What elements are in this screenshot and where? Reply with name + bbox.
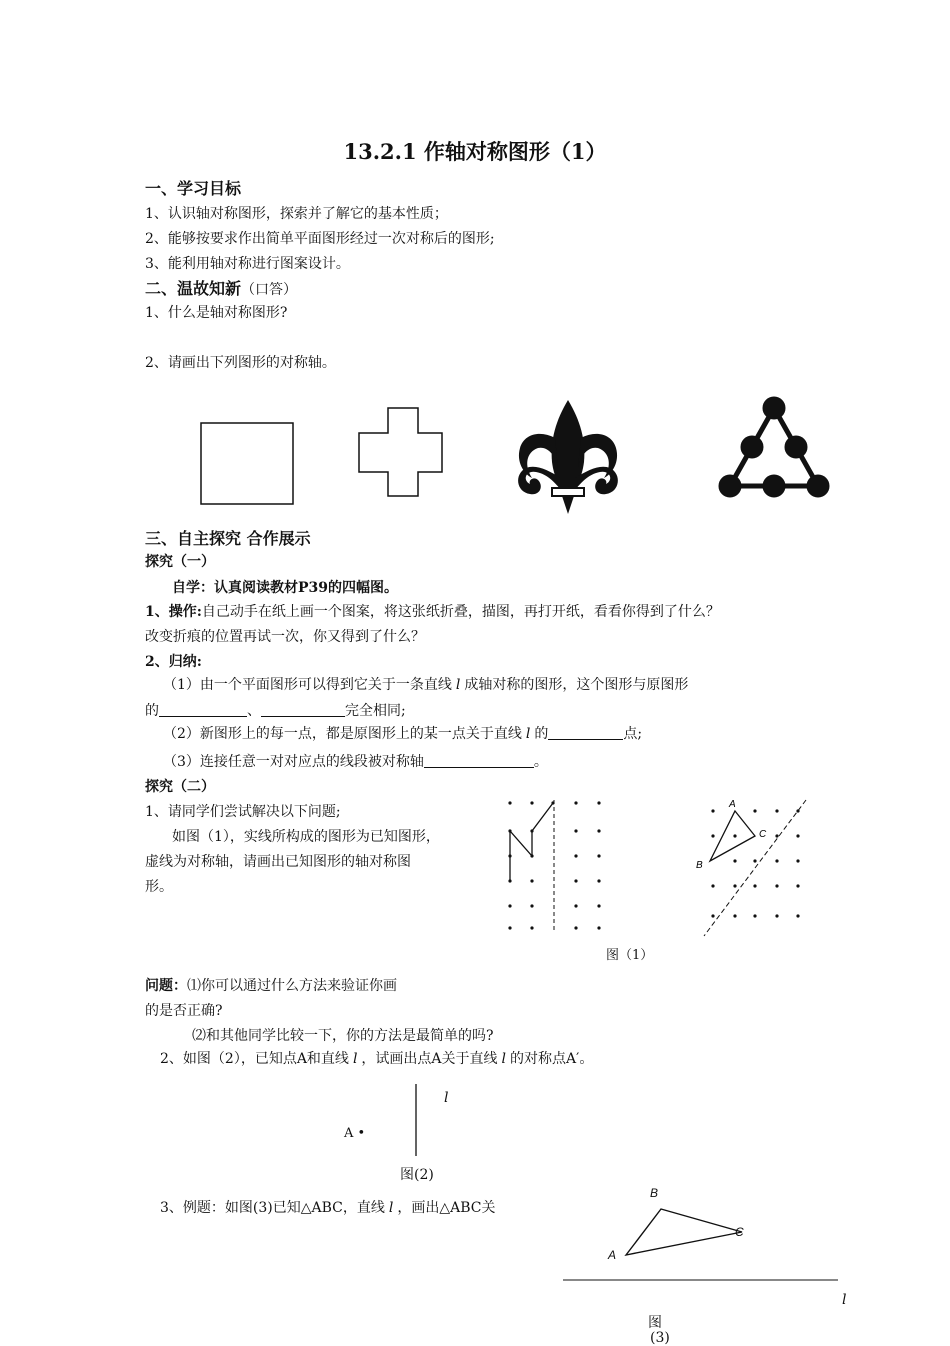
question-label: 问题： — [145, 978, 187, 994]
explore-2-heading: 探究（二） — [145, 779, 215, 795]
summary-1-text-e: 完全相同; — [345, 703, 406, 719]
question-1-cont: 的是否正确? — [145, 1003, 223, 1019]
fig1-right-label-c: C — [759, 829, 767, 840]
summary-3-text-b: 。 — [533, 754, 548, 770]
fig3-label-a: A — [608, 1248, 617, 1262]
operation-text: 自己动手在纸上画一个图案，将这张纸折叠，描图，再打开纸，看看你得到了什么？ — [201, 604, 720, 620]
line-l-label: l — [455, 677, 461, 693]
fig2-point-a: A • — [344, 1126, 366, 1141]
review-heading-note: （口答） — [241, 282, 298, 298]
review-question-1: 1、什么是轴对称图形? — [145, 305, 288, 321]
section-heading-explore: 三、自主探究 合作展示 — [145, 529, 311, 548]
task-2-text-a: 2、如图（2），已知点A和直线 — [160, 1051, 349, 1067]
summary-1-text-b: 成轴对称的图形，这个图形与原图形 — [464, 677, 689, 693]
explore-2-text: 虚线为对称轴，请画出已知图形的轴对称图 — [145, 854, 411, 870]
summary-1-text-d: 、 — [247, 703, 261, 719]
page-title: 13.2.1 作轴对称图形（1） — [343, 139, 607, 164]
fig2-line-label: l — [444, 1090, 449, 1106]
task-3-text-b: ，画出△ABC关 — [397, 1200, 496, 1216]
figure-3-caption-number: (3) — [650, 1330, 670, 1346]
goal-item: 2、能够按要求作出简单平面图形经过一次对称后的图形; — [145, 231, 495, 247]
fig1-right-label-a: A — [729, 799, 736, 810]
operation-text-2: 改变折痕的位置再试一次，你又得到了什么？ — [145, 629, 425, 645]
question-2: ⑵和其他同学比较一下，你的方法是最简单的吗? — [192, 1028, 494, 1044]
explore-2-text: 形。 — [145, 879, 173, 895]
goal-item: 3、能利用轴对称进行图案设计。 — [145, 256, 350, 272]
review-heading: 二、温故知新 — [145, 279, 242, 298]
fig3-label-b: B — [650, 1186, 659, 1200]
fig3-triangle — [626, 1209, 742, 1255]
task-2-text-c: 的对称点A′。 — [510, 1051, 594, 1067]
fig3-label-c: C — [735, 1225, 744, 1239]
summary-2-text-c: 点; — [623, 726, 643, 742]
figure-3-caption: 图 — [648, 1315, 662, 1331]
line-l-label: l — [525, 726, 531, 742]
summary-3-text-a: （3）连接任意一对对应点的线段被对称轴 — [163, 754, 424, 770]
explore-2-intro: 1、请同学们尝试解决以下问题; — [145, 804, 341, 820]
goal-item: 1、认识轴对称图形，探索并了解它的基本性质； — [145, 206, 448, 222]
operation-label: 1、操作: — [145, 604, 202, 620]
explore-2-text: 如图（1），实线所构成的图形为已知图形， — [172, 829, 440, 845]
summary-1-text-c: 的 — [145, 703, 159, 719]
section-heading-goals: 一、学习目标 — [145, 179, 242, 198]
task-2-text-b: ，试画出点A关于直线 — [361, 1051, 498, 1067]
fig1-right-label-b: B — [696, 860, 703, 871]
line-l-label: l — [388, 1200, 394, 1216]
summary-2-text-a: （2）新图形上的每一点，都是原图形上的某一点关于直线 — [163, 726, 522, 742]
question-1-text: ⑴你可以通过什么方法来验证你画 — [187, 978, 397, 994]
line-l-label: l — [501, 1051, 507, 1067]
summary-2-text-b: 的 — [534, 726, 549, 742]
summary-label: 2、归纳: — [145, 654, 202, 670]
review-question-2: 2、请画出下列图形的对称轴。 — [145, 355, 336, 371]
line-l-label: l — [352, 1051, 358, 1067]
figure-1-caption: 图（1） — [606, 948, 654, 963]
self-study-text: 自学：认真阅读教材P39的四幅图。 — [172, 580, 399, 596]
figure-2-caption: 图(2) — [400, 1167, 434, 1183]
summary-1-text-a: （1）由一个平面图形可以得到它关于一条直线 — [163, 677, 452, 693]
task-3-text-a: 3、例题：如图(3)已知△ABC，直线 — [160, 1200, 385, 1216]
fig3-line-label: l — [842, 1292, 847, 1308]
explore-1-heading: 探究（一） — [145, 554, 215, 570]
